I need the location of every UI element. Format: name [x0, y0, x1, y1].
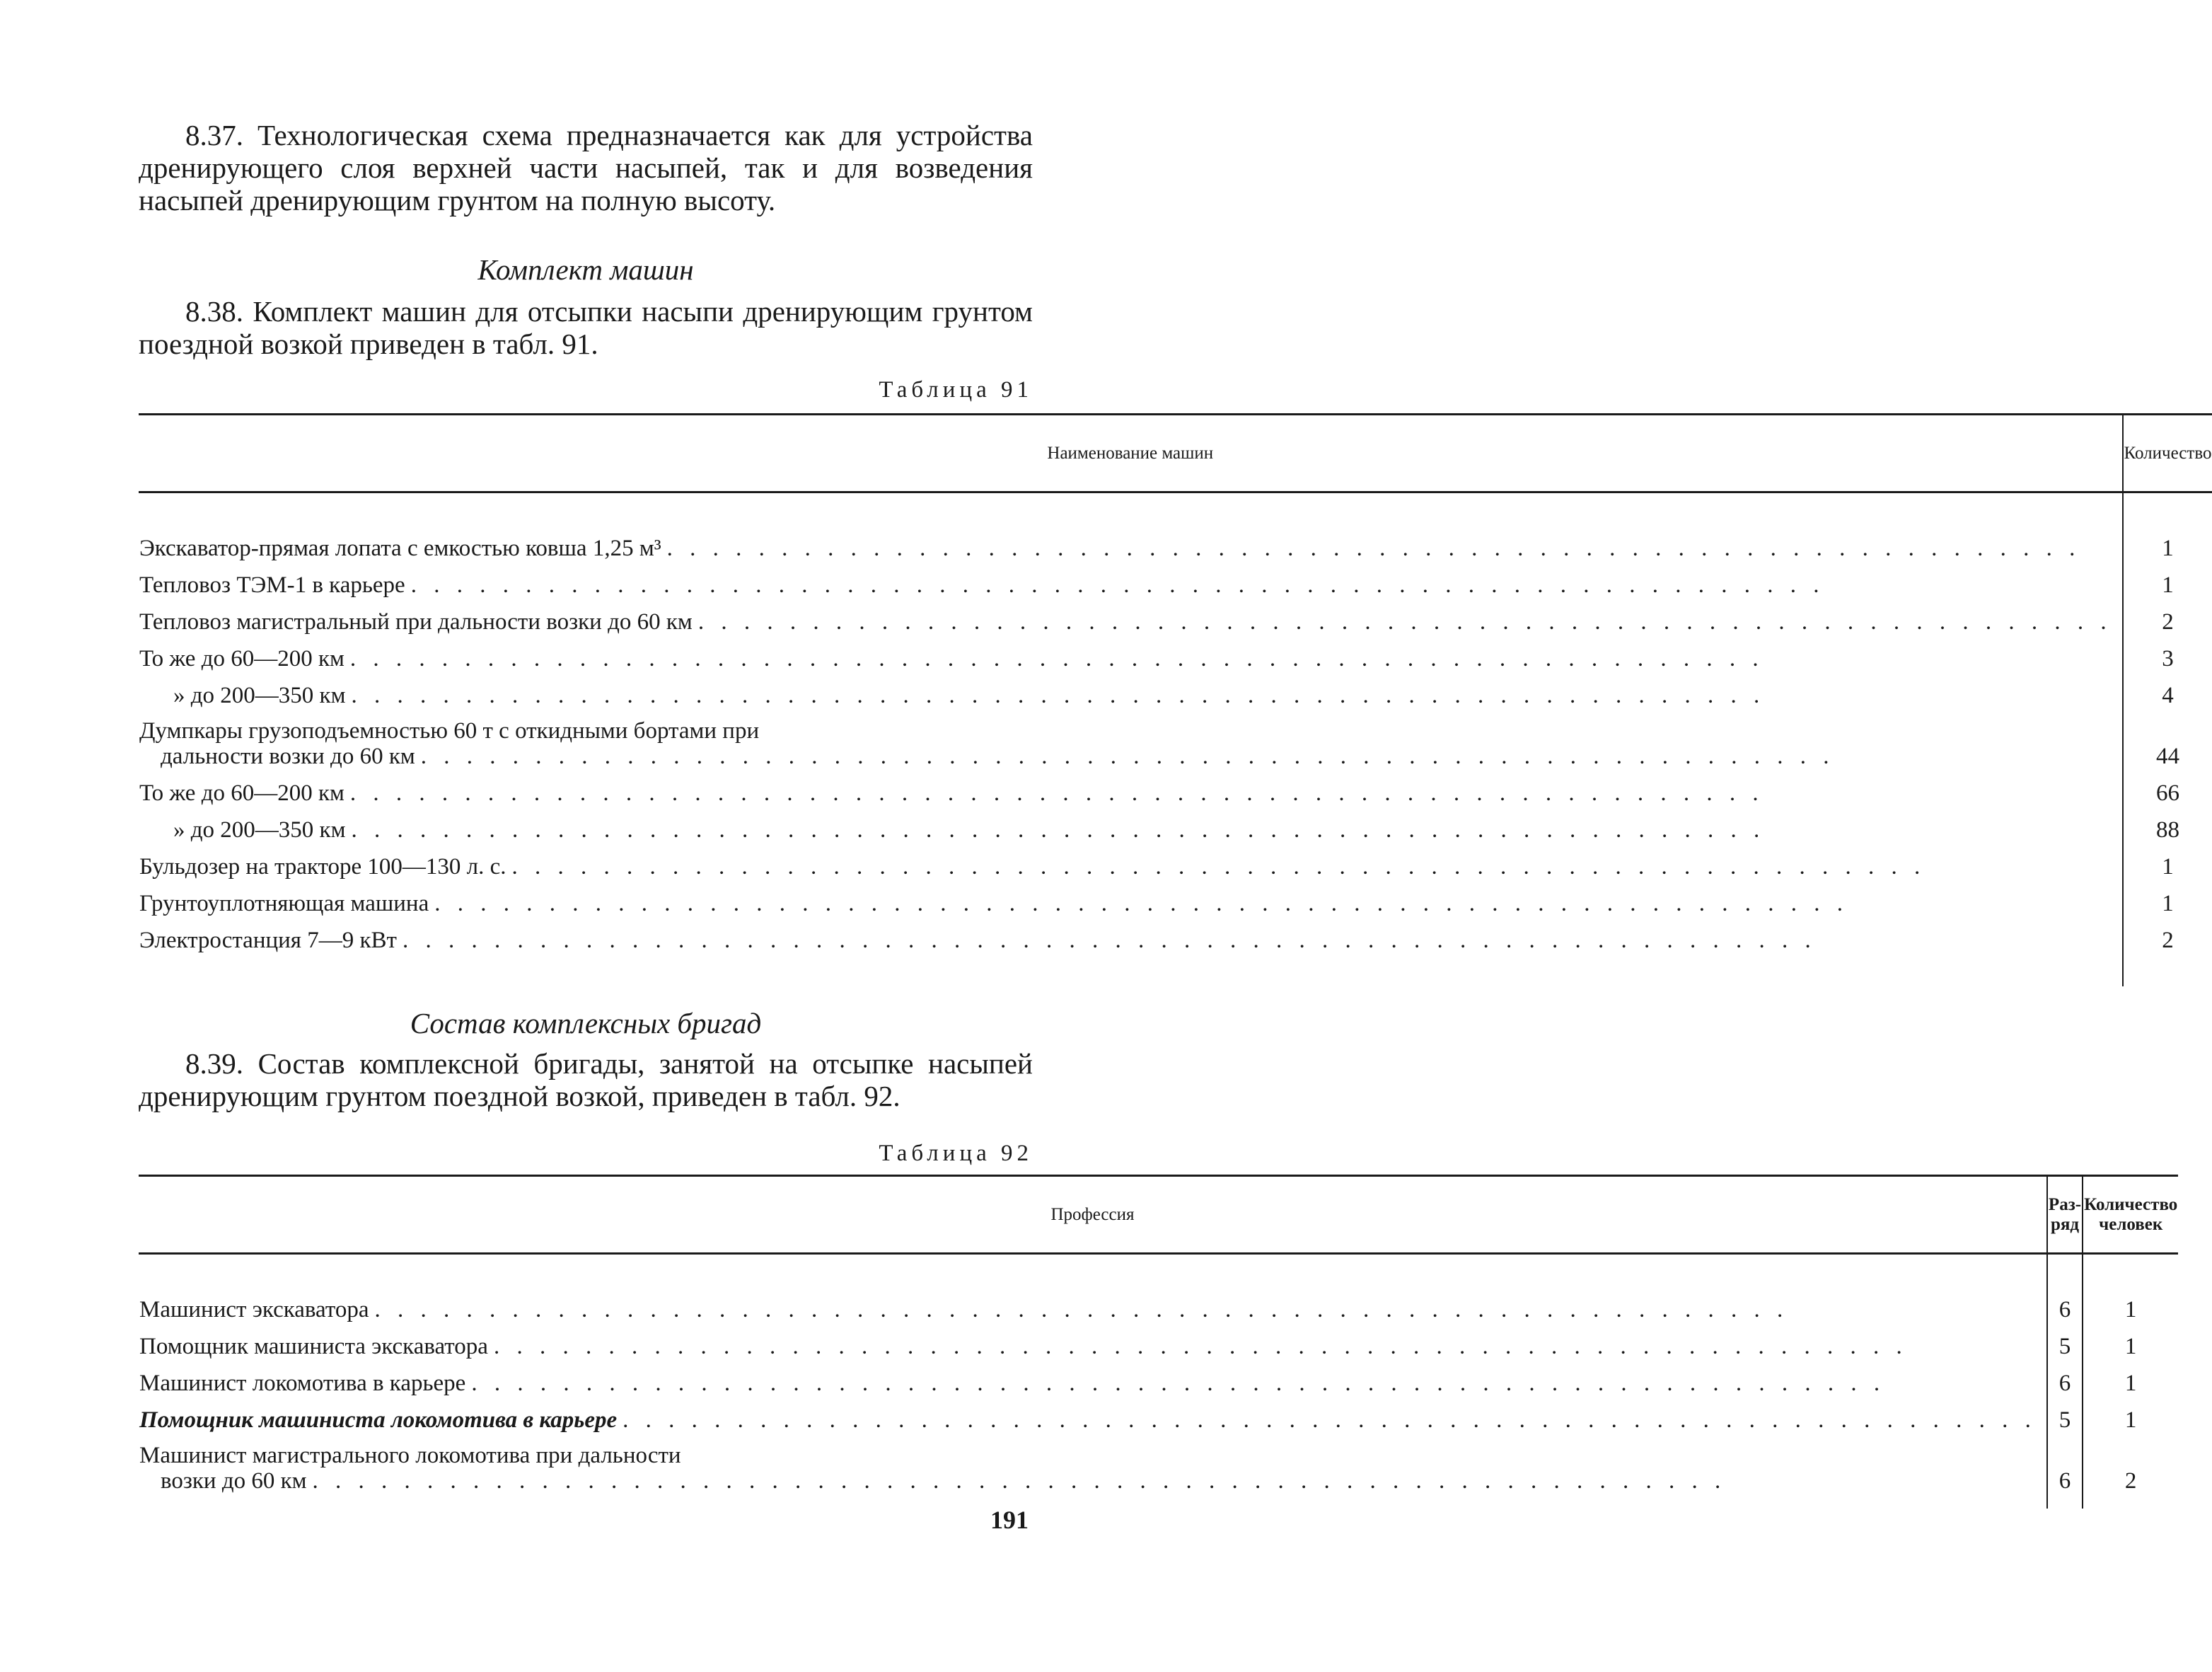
- table-92-header-profession: Профессия: [139, 1176, 2047, 1254]
- table-row: [139, 880, 2212, 917]
- table-91: [139, 413, 2212, 986]
- table-92-header-count: Количество человек: [2083, 1176, 2178, 1254]
- table-92-row-5-count: 2: [2083, 1434, 2178, 1494]
- table-91-row-7-name: То же до 60—200 км: [139, 780, 344, 806]
- paragraph-8-39: 8.39. Состав комплексной бригады, занятой на отсыпке насыпей дренирующим грунтом поездной возкой, приведен в табл. 92.: [139, 1047, 1033, 1112]
- paragraph-8-39-wrap: [139, 1047, 1033, 1112]
- table-row: [139, 1434, 2178, 1494]
- table-92-row-4-count: 1: [2083, 1397, 2178, 1434]
- table-91-row-10-name: Грунтоуплотняющая машина: [139, 890, 429, 916]
- table-91-row-1-name: Экскаватор-прямая лопата с емкостью ковша 1,25 м³: [139, 535, 661, 561]
- table-92-row-4-name: Помощник машиниста локомотива в карьере: [139, 1407, 618, 1433]
- table-91-caption-wrap: [139, 377, 1033, 403]
- table-91-row-5-name: » до 200—350 км: [173, 682, 346, 708]
- table-92-caption-wrap: [139, 1141, 1033, 1167]
- table-92-row-3-name: Машинист локомотива в карьере: [139, 1370, 466, 1396]
- table-91-row-10-qty: 1: [2123, 880, 2212, 917]
- table-91-row-6-name-line2: дальности возки до 60 км: [161, 743, 415, 769]
- table-92-wrap: [139, 1175, 2178, 1509]
- table-92-row-5-name-line1: Машинист магистрального локомотива при дальности: [139, 1442, 681, 1468]
- table-91-caption: Таблица 91: [879, 377, 1033, 403]
- table-row: [139, 562, 2212, 599]
- intro-section: [139, 119, 1033, 217]
- table-91-row-8-name: » до 200—350 км: [173, 817, 346, 843]
- table-91-row-11-name: Электростанция 7—9 кВт: [139, 927, 397, 953]
- table-row: [139, 1286, 2178, 1323]
- table-91-row-1-qty: 1: [2123, 525, 2212, 562]
- table-91-row-9-name: Бульдозер на тракторе 100—130 л. с.: [139, 853, 506, 880]
- table-92-row-2-grade: 5: [2047, 1323, 2083, 1360]
- table-91-row-3-qty: 2: [2123, 599, 2212, 635]
- table-92-header-grade: Раз- ряд: [2047, 1176, 2083, 1254]
- table-91-row-11-qty: 2: [2123, 917, 2212, 954]
- table-92: [139, 1175, 2178, 1509]
- table-row: [139, 1397, 2178, 1434]
- page-number: 191: [990, 1506, 1029, 1534]
- table-92-row-1-grade: 6: [2047, 1286, 2083, 1323]
- paragraph-8-38: 8.38. Комплект машин для отсыпки насыпи дренирующим грунтом поездной возкой приведен в табл. 91.: [139, 295, 1033, 360]
- table-91-wrap: [139, 413, 2212, 986]
- table-row: [139, 525, 2212, 562]
- table-row: [139, 917, 2212, 954]
- table-row: [139, 843, 2212, 880]
- section-machines: [139, 253, 1033, 286]
- table-92-row-2-count: 1: [2083, 1323, 2178, 1360]
- table-91-row-4-name: То же до 60—200 км: [139, 645, 344, 671]
- table-92-row-3-grade: 6: [2047, 1360, 2083, 1397]
- table-91-row-5-qty: 4: [2123, 672, 2212, 709]
- table-row: [139, 807, 2212, 843]
- table-row: [139, 635, 2212, 672]
- table-91-row-3-name: Тепловоз магистральный при дальности возки до 60 км: [139, 609, 693, 635]
- table-row: [139, 1360, 2178, 1397]
- section-heading-machines: Комплект машин: [477, 253, 694, 286]
- table-91-row-4-qty: 3: [2123, 635, 2212, 672]
- section-heading-brigades: Состав комплексных бригад: [410, 1007, 762, 1039]
- table-92-row-1-name: Машинист экскаватора: [139, 1296, 369, 1322]
- table-91-row-2-qty: 1: [2123, 562, 2212, 599]
- table-92-caption: Таблица 92: [879, 1141, 1033, 1166]
- table-row: [139, 770, 2212, 807]
- table-91-row-9-qty: 1: [2123, 843, 2212, 880]
- table-91-row-7-qty: 66: [2123, 770, 2212, 807]
- table-92-row-1-count: 1: [2083, 1286, 2178, 1323]
- table-row: [139, 709, 2212, 770]
- table-92-row-2-name: Помощник машиниста экскаватора: [139, 1333, 488, 1359]
- table-row: [139, 1323, 2178, 1360]
- paragraph-8-38-wrap: [139, 295, 1033, 360]
- table-91-row-6-qty: 44: [2123, 709, 2212, 770]
- table-92-row-5-grade: 6: [2047, 1434, 2083, 1494]
- table-row: [139, 672, 2212, 709]
- table-92-row-4-grade: 5: [2047, 1397, 2083, 1434]
- table-91-row-6-name-line1: Думпкары грузоподъемностью 60 т с откидными бортами при: [139, 717, 760, 744]
- table-91-header-name: Наименование машин: [139, 415, 2123, 492]
- table-91-row-8-qty: 88: [2123, 807, 2212, 843]
- table-row: [139, 599, 2212, 635]
- table-92-row-3-count: 1: [2083, 1360, 2178, 1397]
- table-91-row-2-name: Тепловоз ТЭМ-1 в карьере: [139, 572, 405, 598]
- paragraph-8-37: 8.37. Технологическая схема предназначается как для устройства дренирующего слоя верхней части насыпей, так и для возведения насыпей дренирующим грунтом на полную высоту.: [139, 119, 1033, 217]
- table-91-header-qty: Количество: [2123, 415, 2212, 492]
- table-92-row-5-name-line2: возки до 60 км: [161, 1468, 307, 1494]
- section-brigades: [139, 1007, 1033, 1039]
